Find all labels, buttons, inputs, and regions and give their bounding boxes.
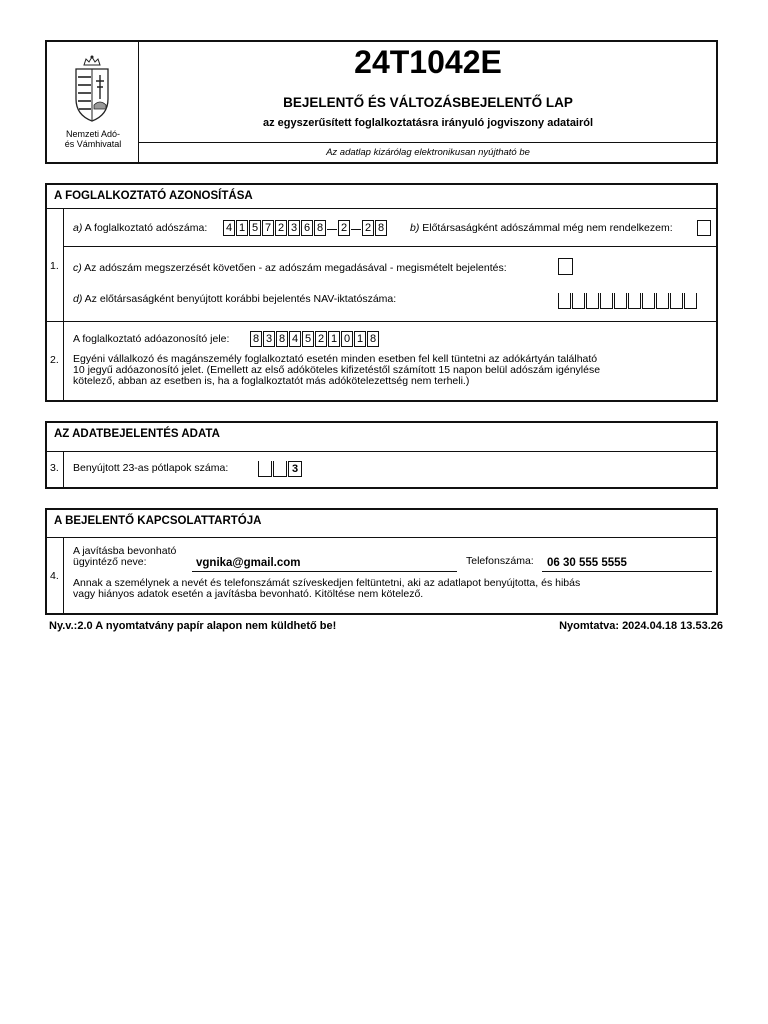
tax-dash (327, 220, 337, 236)
tax-digit: 7 (262, 220, 274, 236)
row1-number: 1. (50, 260, 59, 272)
form-code: 24T1042E (354, 44, 502, 80)
contact-name-label-line1: A javításba bevonható (73, 545, 177, 557)
tax-id-note-line2: 10 jegyű adóazonosító jelet. (Emellett az első adóköteles kifizetéstől számított 15 napon belül adószám igénylése (73, 364, 601, 376)
nav-filing-number-field[interactable] (558, 293, 698, 314)
phone-field[interactable]: 06 30 555 5555 (547, 557, 627, 569)
id-digit: 1 (328, 331, 340, 347)
section3-title-line (46, 537, 717, 538)
tax-digit: 5 (249, 220, 261, 236)
nav-filing-label: d) Az előtársaságként benyújtott korábbi bejelentés NAV-iktatószáma: (73, 293, 397, 305)
nav-box (642, 293, 655, 309)
form-subtitle: az egyszerűsített foglalkoztatásra irányuló jogviszony adatairól (262, 117, 594, 129)
nav-box (586, 293, 599, 309)
tax-id-field[interactable] (250, 331, 380, 349)
header-note-line (139, 142, 717, 143)
section2-title-line (46, 451, 717, 452)
section1-title: A FOGLALKOZTATÓ AZONOSÍTÁSA (54, 190, 253, 202)
id-digit: 3 (263, 331, 275, 347)
section2-num-col (63, 452, 64, 488)
tax-id-note-line3: kötelező, abban az esetben is, ha a foglalkoztatót más adókötelezettség nem terheli.) (73, 375, 470, 387)
tax-digit: 4 (223, 220, 235, 236)
tax-digit: 6 (301, 220, 313, 236)
nav-box (670, 293, 683, 309)
row4-number: 4. (50, 570, 59, 582)
phone-label: Telefonszáma: (466, 555, 534, 567)
footer-version-note: Ny.v.:2.0 A nyomtatvány papír alapon nem küldhető be! (49, 620, 337, 632)
id-digit: 8 (367, 331, 379, 347)
id-digit: 1 (354, 331, 366, 347)
tax-digit: 2 (338, 220, 350, 236)
contact-note-line2: vagy hiányos adatok esetén a javításba bevonható. Kitöltése nem kötelező. (73, 588, 424, 600)
section3-title: A BEJELENTŐ KAPCSOLATTARTÓJA (54, 515, 262, 527)
form-title: BEJELENTŐ ÉS VÁLTOZÁSBEJELENTŐ LAP (283, 95, 573, 110)
id-digit: 0 (341, 331, 353, 347)
electronic-only-note: Az adatlap kizárólag elektronikusan nyújtható be (326, 147, 530, 158)
contact-name-underline (192, 571, 457, 572)
nav-box (628, 293, 641, 309)
nav-box (684, 293, 697, 309)
contact-name-field[interactable]: vgnika@gmail.com (196, 557, 301, 569)
nav-box (600, 293, 613, 309)
contact-name-label-line2: ügyintéző neve: (73, 556, 147, 568)
section3-num-col (63, 538, 64, 614)
repeat-report-label: c) Az adószám megszerzését követően - az adószám megadásával - megismételt bejelentés: (73, 262, 507, 274)
row2-number: 2. (50, 354, 59, 366)
predecessor-label: b) Előtársaságként adószámmal még nem rendelkezem: (410, 222, 673, 234)
section1-row-split (46, 321, 717, 322)
tax-digit: 8 (314, 220, 326, 236)
id-digit: 8 (250, 331, 262, 347)
tax-digit: 3 (288, 220, 300, 236)
footer-print-date: Nyomtatva: 2024.04.18 13.53.26 (559, 620, 723, 632)
phone-underline (542, 571, 712, 572)
predecessor-checkbox[interactable] (697, 220, 711, 236)
nav-box (558, 293, 571, 309)
count-box (258, 461, 272, 477)
agency-name-line2: és Vámhivatal (64, 139, 122, 149)
repeat-report-checkbox[interactable] (558, 258, 573, 275)
section1-title-line (46, 208, 717, 209)
supplement-count-label: Benyújtott 23-as pótlapok száma: (73, 462, 229, 474)
nav-box (656, 293, 669, 309)
nav-box (614, 293, 627, 309)
tax-digit: 2 (275, 220, 287, 236)
id-digit: 8 (276, 331, 288, 347)
tax-id-label: A foglalkoztató adóazonosító jele: (73, 333, 230, 345)
coat-of-arms-icon (70, 55, 114, 125)
tax-number-label: a) A foglalkoztató adószáma: (73, 222, 208, 234)
section1-num-col (63, 209, 64, 401)
tax-number-field[interactable] (223, 220, 388, 238)
nav-box (572, 293, 585, 309)
contact-note-line1: Annak a személynek a nevét és telefonszámát szíveskedjen feltüntetni, aki az adatlapot benyújtotta, és hibás (73, 577, 581, 589)
section2-title: AZ ADATBEJELENTÉS ADATA (54, 428, 220, 440)
row3-number: 3. (50, 462, 59, 474)
id-digit: 5 (302, 331, 314, 347)
tax-digit: 2 (362, 220, 374, 236)
tax-id-note-line1: Egyéni vállalkozó és magánszemély foglalkoztató esetén minden esetben fel kell tüntetni az adókártyán található (73, 353, 598, 365)
tax-digit: 8 (375, 220, 387, 236)
supplement-count-field[interactable] (258, 461, 303, 482)
count-box (273, 461, 287, 477)
tax-dash (351, 220, 361, 236)
count-box: 3 (288, 461, 302, 477)
agency-name-line1: Nemzeti Adó- (65, 129, 121, 139)
tax-digit: 1 (236, 220, 248, 236)
section1-row-a-line (64, 246, 717, 247)
id-digit: 4 (289, 331, 301, 347)
id-digit: 2 (315, 331, 327, 347)
